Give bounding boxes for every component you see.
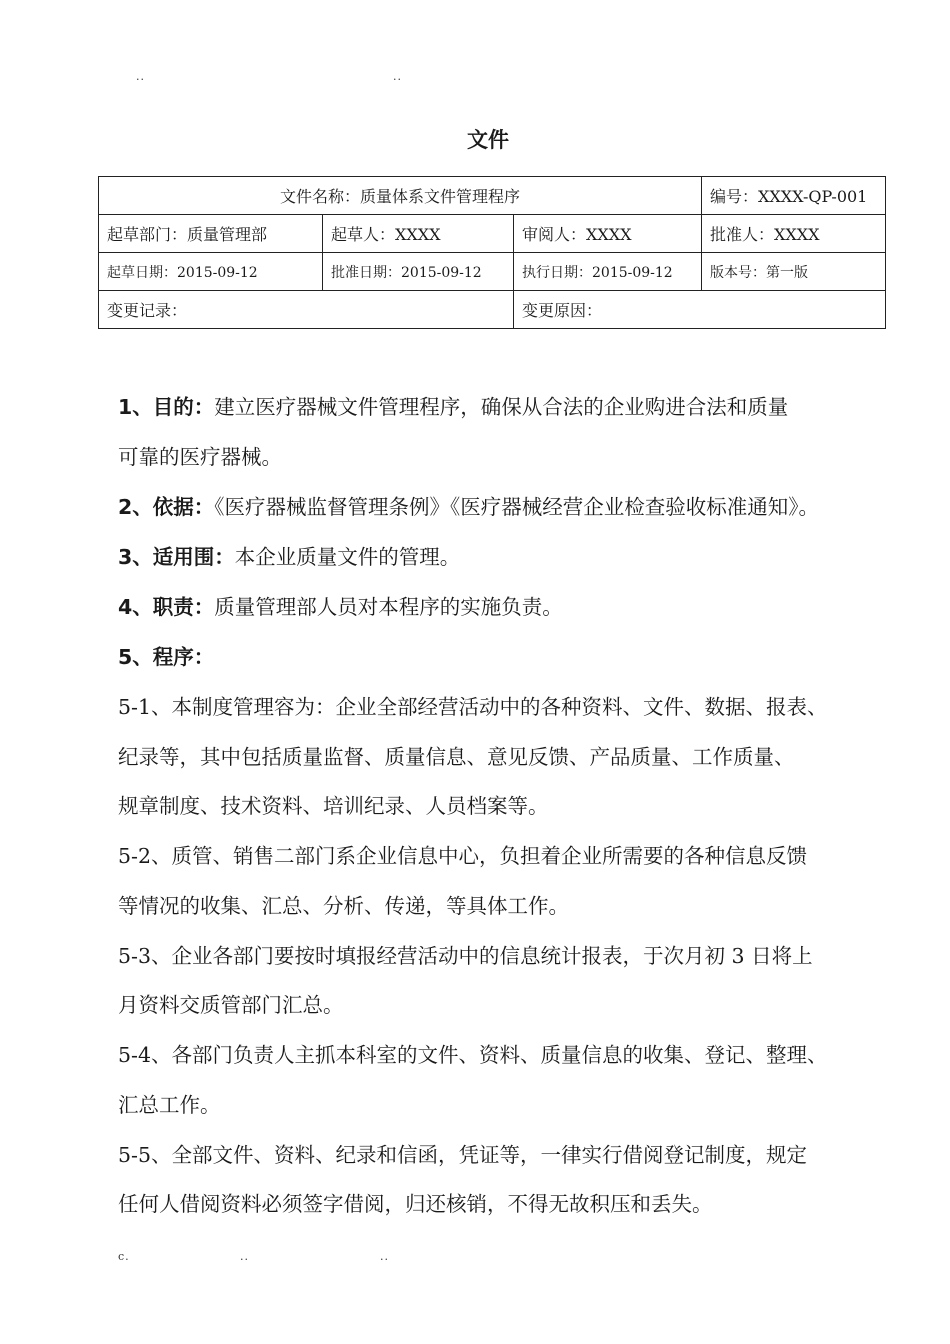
section-4-label: 4、职责：	[118, 595, 215, 619]
para-5-4-line-2: 汇总工作。	[118, 1093, 221, 1117]
reviewer-cell: 审阅人：XXXX	[514, 215, 702, 253]
draft-date-cell: 起草日期：2015-09-12	[99, 253, 323, 291]
footer-mark-right: ..	[380, 1250, 389, 1263]
section-1-text: 建立医疗器械文件管理程序，确保从合法的企业购进合法和质量	[214, 395, 789, 419]
section-3-line	[118, 540, 460, 570]
section-4-line	[118, 590, 563, 620]
document-title: 文件	[467, 128, 509, 152]
footer-mark-left: c.	[118, 1250, 130, 1263]
header-mark-left: ..	[136, 70, 145, 83]
para-5-5-line-1: 5-5、全部文件、资料、纪录和信函，凭证等，一律实行借阅登记制度，规定	[118, 1143, 808, 1167]
header-mark-right: ..	[393, 70, 402, 83]
para-5-1-line-3: 规章制度、技术资料、培训纪录、人员档案等。	[118, 794, 549, 818]
file-name-cell: 文件名称：质量体系文件管理程序	[99, 177, 702, 215]
change-record-cell: 变更记录：	[99, 291, 514, 329]
footer-mark-mid: ..	[240, 1250, 249, 1263]
section-1-line-2: 可靠的医疗器械。	[118, 445, 282, 469]
drafter-cell: 起草人：XXXX	[323, 215, 514, 253]
approve-date-cell: 批准日期：2015-09-12	[323, 253, 514, 291]
section-4-text: 质量管理部人员对本程序的实施负责。	[214, 595, 563, 619]
file-number-cell: 编号：XXXX-QP-001	[702, 177, 886, 215]
para-5-3-line-2: 月资料交质管部门汇总。	[118, 993, 344, 1017]
para-5-2-line-1: 5-2、质管、销售二部门系企业信息中心，负担着企业所需要的各种信息反馈	[118, 844, 808, 868]
para-5-4-line-1: 5-4、各部门负责人主抓本科室的文件、资料、质量信息的收集、登记、整理、	[118, 1043, 828, 1067]
section-2-text: 《医疗器械监督管理条例》《医疗器械经营企业检查验收标准通知》。	[214, 495, 820, 519]
document-info-table	[98, 176, 886, 329]
version-cell: 版本号：第一版	[702, 253, 886, 291]
para-5-5-line-2: 任何人借阅资料必须签字借阅，归还核销，不得无故积压和丢失。	[118, 1192, 713, 1216]
draft-dept-cell: 起草部门：质量管理部	[99, 215, 323, 253]
section-2-line	[118, 490, 819, 520]
para-5-3-line-1: 5-3、企业各部门要按时填报经营活动中的信息统计报表，于次月初 3 日将上	[118, 944, 813, 968]
para-5-1-line-1: 5-1、本制度管理容为：企业全部经营活动中的各种资料、文件、数据、报表、	[118, 695, 828, 719]
approver-cell: 批准人：XXXX	[702, 215, 886, 253]
section-3-label: 3、适用围：	[118, 545, 235, 569]
change-reason-cell: 变更原因：	[514, 291, 886, 329]
para-5-1-line-2: 纪录等，其中包括质量监督、质量信息、意见反馈、产品质量、工作质量、	[118, 745, 795, 769]
section-1-line-1	[118, 390, 788, 420]
exec-date-cell: 执行日期：2015-09-12	[514, 253, 702, 291]
section-5-label: 5、程序：	[118, 645, 215, 669]
para-5-2-line-2: 等情况的收集、汇总、分析、传递，等具体工作。	[118, 894, 569, 918]
section-3-text: 本企业质量文件的管理。	[234, 545, 461, 569]
section-1-label: 1、目的：	[118, 395, 215, 419]
section-2-label: 2、依据：	[118, 495, 215, 519]
